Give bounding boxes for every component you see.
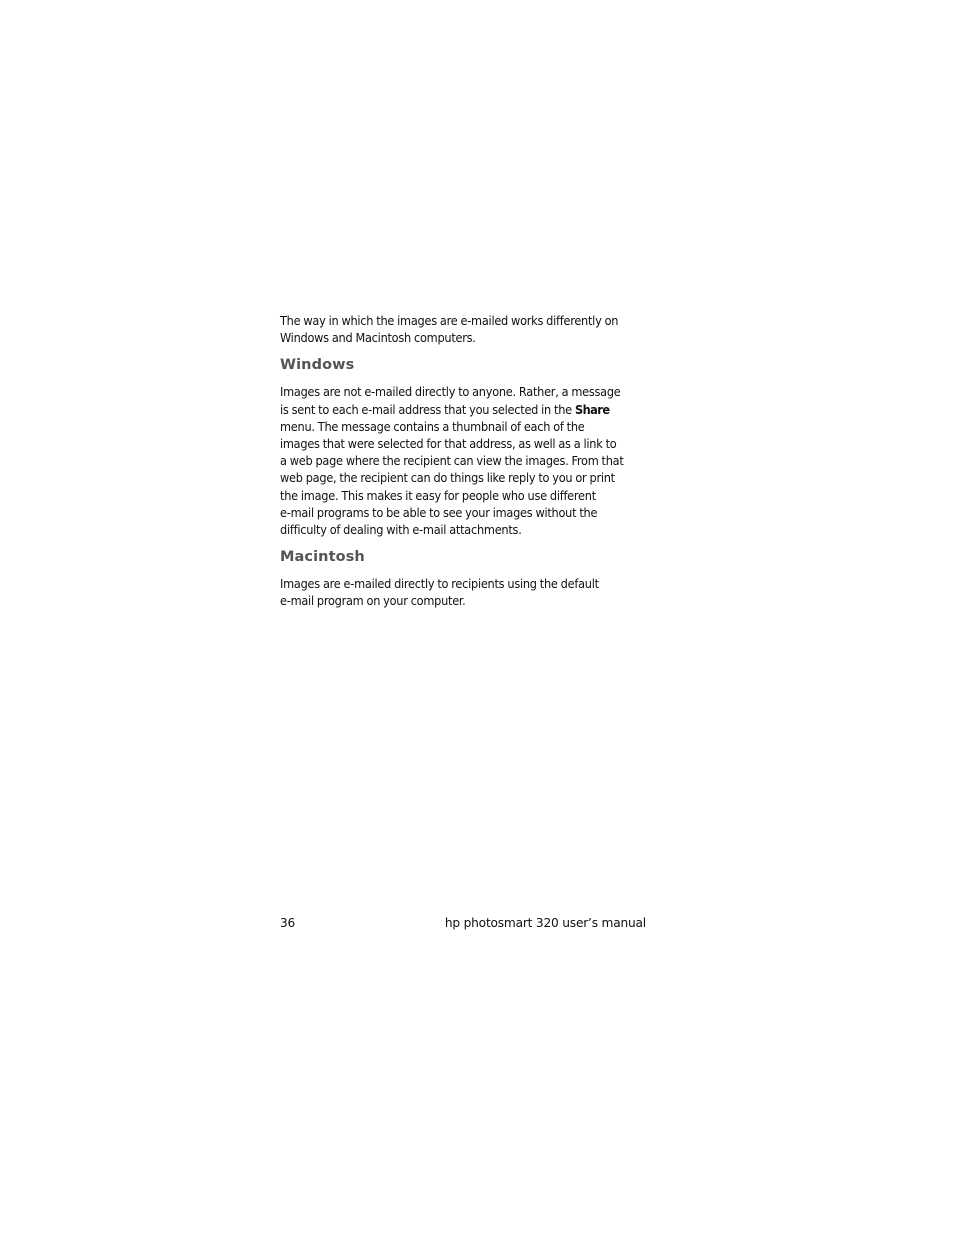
macintosh-paragraph [280, 575, 652, 609]
share-menu-term: Share [574, 401, 610, 417]
windows-line: Images are not e-mailed directly to anyone. Rather, a message [280, 384, 621, 400]
intro-paragraph [280, 312, 652, 346]
windows-paragraph [280, 383, 652, 538]
windows-line: menu. The message contains a thumbnail of each of the [280, 418, 585, 434]
windows-line [280, 401, 652, 418]
manual-title: hp photosmart 320 user’s manual [444, 916, 646, 930]
windows-heading: Windows [280, 357, 355, 374]
windows-line: images that were selected for that address, as well as a link to [280, 436, 617, 452]
windows-line: the image. This makes it easy for people who use different [280, 487, 596, 503]
windows-line: web page, the recipient can do things like reply to you or print [280, 470, 615, 486]
macintosh-line: e-mail program on your computer. [280, 593, 466, 609]
intro-line: The way in which the images are e-mailed works differently on [280, 313, 619, 328]
windows-line: a web page where the recipient can view the images. From that [280, 453, 624, 469]
intro-line: Windows and Macintosh computers. [280, 330, 476, 346]
windows-line-text: is sent to each e-mail address that you selected in the [280, 401, 575, 417]
macintosh-line: Images are e-mailed directly to recipients using the default [280, 576, 599, 592]
windows-line: difficulty of dealing with e-mail attachments. [280, 522, 522, 538]
windows-line: e-mail programs to be able to see your images without the [280, 504, 598, 520]
macintosh-heading: Macintosh [280, 549, 365, 566]
page-number: 36 [280, 916, 296, 930]
page-content [280, 312, 652, 610]
